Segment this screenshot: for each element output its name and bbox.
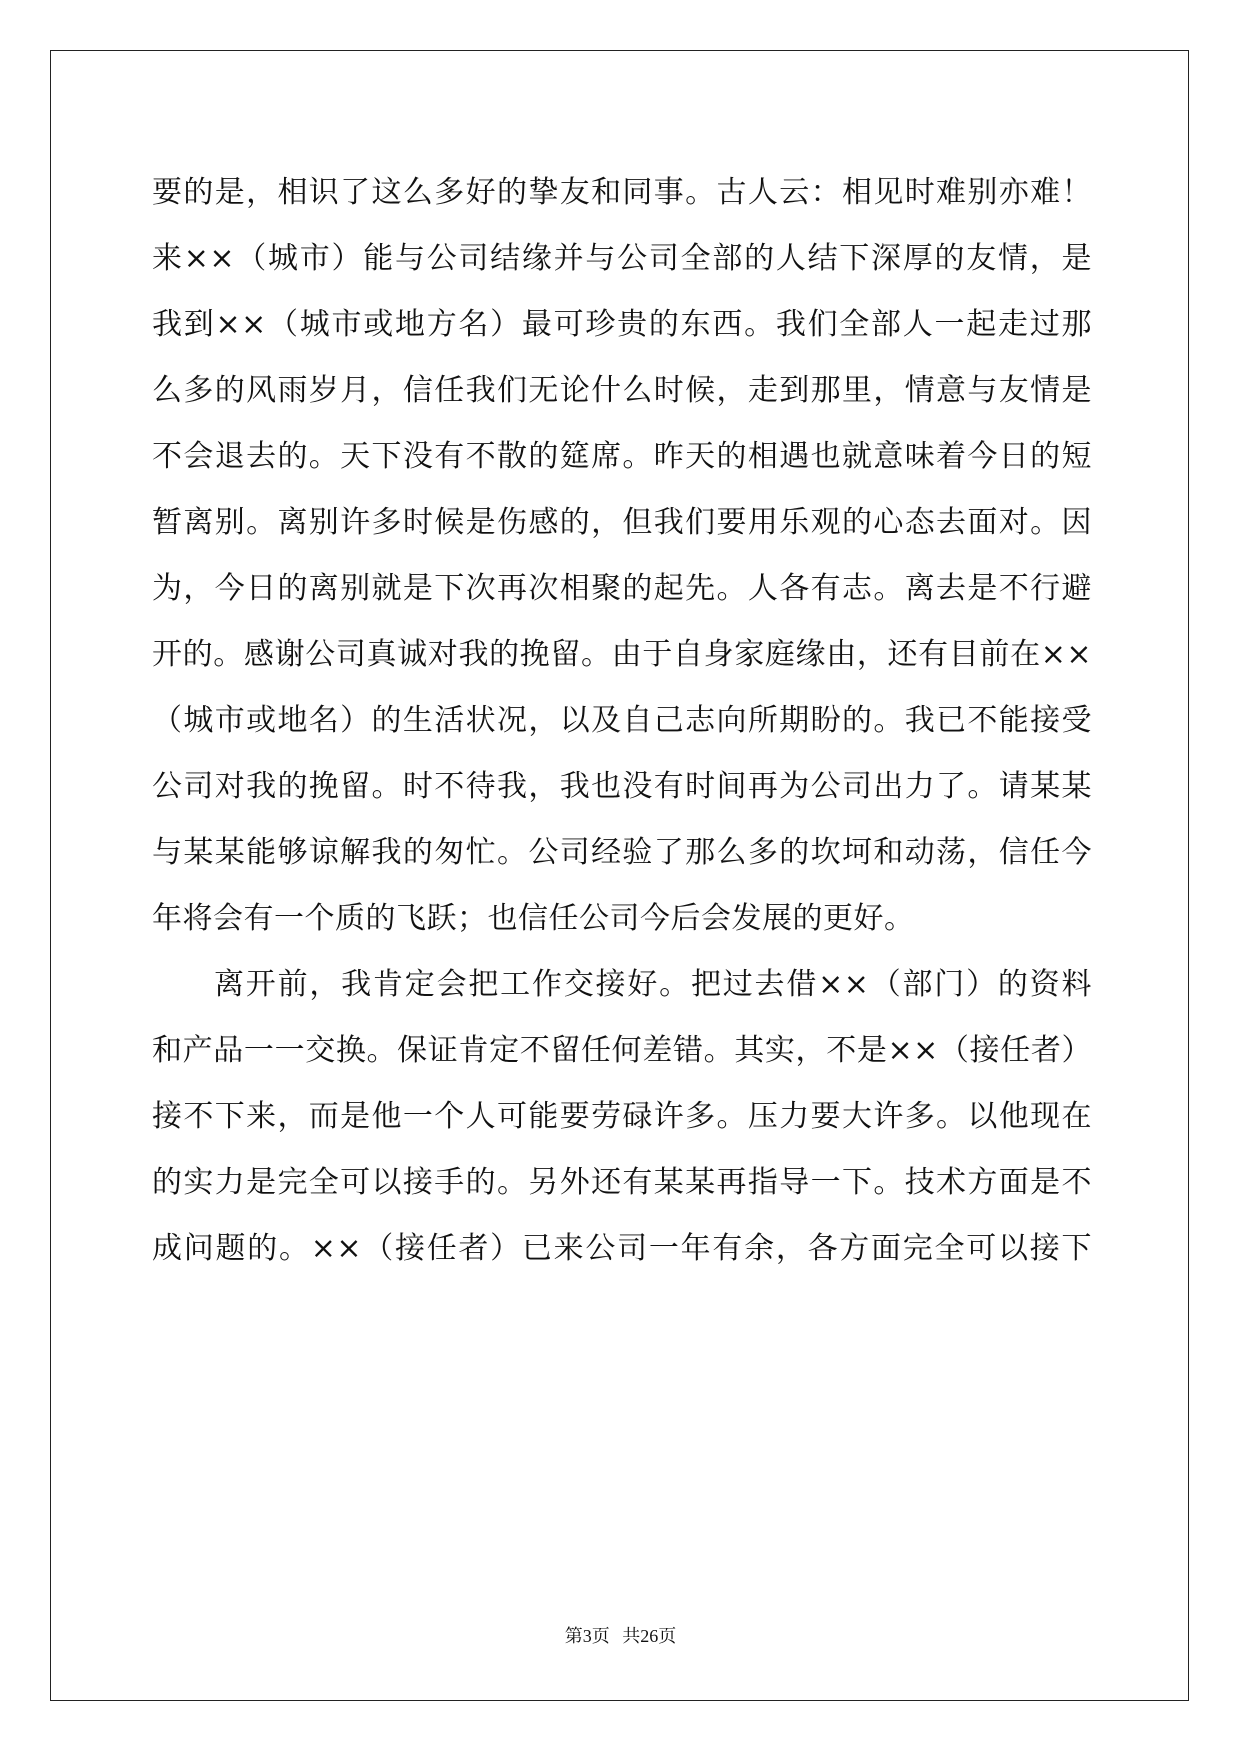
text-line: 公司对我的挽留。时不待我，我也没有时间再为公司出力了。请某某 (152, 769, 1092, 804)
page-total: 共26页 (622, 1626, 677, 1646)
text-line: 与某某能够谅解我的匆忙。公司经验了那么多的坎坷和动荡，信任今 (152, 835, 1092, 870)
text-line: 的实力是完全可以接手的。另外还有某某再指导一下。技术方面是不 (152, 1165, 1092, 1200)
text-line: 不会退去的。天下没有不散的筵席。昨天的相遇也就意味着今日的短 (152, 439, 1092, 474)
text-line: 接不下来，而是他一个人可能要劳碌许多。压力要大许多。以他现在 (152, 1099, 1092, 1134)
paragraph-end-line: 年将会有一个质的飞跃；也信任公司今后会发展的更好。 (152, 901, 915, 936)
text-line: 么多的风雨岁月，信任我们无论什么时候，走到那里，情意与友情是 (152, 373, 1092, 408)
text-line: 来××（城市）能与公司结缘并与公司全部的人结下深厚的友情，是 (152, 241, 1092, 276)
text-line: 我到××（城市或地方名）最可珍贵的东西。我们全部人一起走过那 (152, 307, 1092, 342)
text-line: 为，今日的离别就是下次再次相聚的起先。人各有志。离去是不行避 (152, 571, 1092, 606)
text-line: （城市或地名）的生活状况，以及自己志向所期盼的。我已不能接受 (152, 703, 1092, 738)
text-line: 成问题的。××（接任者）已来公司一年有余，各方面完全可以接下 (152, 1231, 1092, 1266)
text-line: 和产品一一交换。保证肯定不留任何差错。其实，不是××（接任者） (152, 1033, 1092, 1068)
text-line: 开的。感谢公司真诚对我的挽留。由于自身家庭缘由，还有目前在×× (152, 637, 1092, 672)
text-line: 暂离别。离别许多时候是伤感的，但我们要用乐观的心态去面对。因 (152, 505, 1092, 540)
document-body (152, 160, 1092, 1282)
paragraph-first-line: 离开前，我肯定会把工作交接好。把过去借××（部门）的资料 (214, 967, 1092, 1002)
page-footer (0, 1622, 1241, 1648)
page-number: 第3页 (564, 1626, 610, 1646)
text-line: 要的是，相识了这么多好的挚友和同事。古人云：相见时难别亦难！ (152, 175, 1092, 210)
